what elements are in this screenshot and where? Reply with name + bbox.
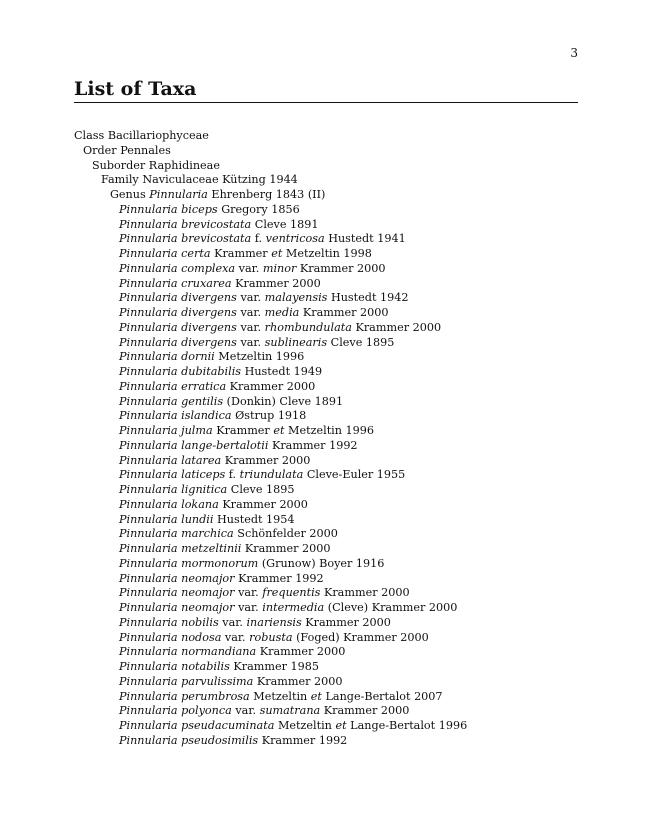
taxon-entry bbox=[74, 586, 578, 601]
taxon-entry bbox=[74, 572, 578, 587]
taxon-name-italic: Pinnularia divergens bbox=[119, 320, 237, 334]
taxon-text: Lange-Bertalot 1996 bbox=[346, 719, 468, 732]
taxon-text: var. bbox=[218, 615, 247, 629]
taxon-text: Krammer 2000 bbox=[351, 320, 442, 334]
taxon-text: Metzeltin 1998 bbox=[282, 247, 372, 260]
taxon-entry bbox=[74, 616, 578, 631]
taxon-name-italic: et bbox=[273, 424, 285, 437]
taxon-entry bbox=[74, 380, 578, 395]
taxon-text: Krammer 2000 bbox=[218, 497, 308, 511]
taxon-entry bbox=[74, 424, 578, 439]
taxon-entry bbox=[74, 631, 578, 646]
taxon-text: Metzeltin bbox=[249, 689, 311, 703]
taxon-text: Cleve 1891 bbox=[251, 217, 319, 231]
taxon-text: var. bbox=[236, 306, 265, 319]
taxon-entry bbox=[74, 129, 578, 144]
taxon-text: var. bbox=[231, 704, 260, 718]
taxon-name-italic: Pinnularia polyonca bbox=[119, 704, 232, 718]
taxon-text: var. bbox=[236, 320, 265, 334]
taxon-text: Metzeltin 1996 bbox=[214, 350, 305, 364]
taxon-entry bbox=[74, 557, 578, 572]
taxon-name-italic: Pinnularia mormonorum bbox=[119, 556, 259, 570]
taxon-name-italic: Pinnularia dornii bbox=[119, 350, 215, 364]
taxon-entry bbox=[74, 719, 578, 734]
taxon-text: f. bbox=[251, 232, 266, 246]
taxon-entry bbox=[74, 409, 578, 424]
taxon-text: Krammer bbox=[210, 247, 272, 260]
taxon-entry bbox=[74, 601, 578, 616]
taxon-text: Suborder Raphidineae bbox=[92, 158, 220, 172]
taxon-name-italic: Pinnularia normandiana bbox=[119, 645, 257, 659]
taxon-entry bbox=[74, 675, 578, 690]
taxon-text: Order Pennales bbox=[83, 143, 171, 157]
taxon-text: Krammer 1992 bbox=[258, 733, 348, 747]
taxon-text: Krammer 2000 bbox=[256, 645, 346, 659]
taxon-name-italic: sublinearis bbox=[264, 335, 328, 349]
taxon-entry bbox=[74, 513, 578, 528]
taxon-name-italic: Pinnularia islandica bbox=[119, 409, 232, 423]
taxon-text: Gregory 1856 bbox=[217, 202, 300, 216]
taxon-text: (Foged) Krammer 2000 bbox=[292, 630, 429, 644]
taxon-entry bbox=[74, 218, 578, 233]
taxon-entry bbox=[74, 690, 578, 705]
taxon-text: Ehrenberg 1843 (II) bbox=[207, 188, 326, 201]
taxon-text: (Cleve) Krammer 2000 bbox=[324, 601, 458, 614]
taxon-text: Krammer bbox=[212, 424, 274, 437]
taxon-name-italic: Pinnularia lundii bbox=[119, 512, 214, 526]
taxon-text: Krammer 2000 bbox=[301, 615, 391, 629]
taxon-entry bbox=[74, 365, 578, 380]
taxon-text: Hustedt 1949 bbox=[241, 365, 323, 378]
taxon-text: var. bbox=[234, 601, 263, 614]
taxon-name-italic: Pinnularia neomajor bbox=[119, 571, 235, 585]
taxon-name-italic: Pinnularia divergens bbox=[119, 291, 237, 305]
taxon-text: Krammer 1992 bbox=[268, 438, 358, 452]
taxon-text: var. bbox=[236, 335, 265, 349]
taxon-name-italic: Pinnularia certa bbox=[119, 247, 211, 260]
taxon-name-italic: Pinnularia erratica bbox=[119, 379, 227, 393]
taxon-name-italic: Pinnularia divergens bbox=[119, 306, 237, 319]
taxon-entry bbox=[74, 232, 578, 247]
taxon-name-italic: Pinnularia lange-bertalotii bbox=[119, 438, 269, 452]
taxon-entry bbox=[74, 395, 578, 410]
taxon-entry bbox=[74, 542, 578, 557]
taxon-entry bbox=[74, 498, 578, 513]
taxon-text: Hustedt 1942 bbox=[327, 291, 409, 305]
title-rule bbox=[74, 102, 578, 103]
taxon-name-italic: Pinnularia latarea bbox=[119, 453, 222, 467]
taxon-text: Krammer 2000 bbox=[231, 276, 321, 290]
taxon-name-italic: malayensis bbox=[264, 291, 328, 305]
taxon-entry bbox=[74, 527, 578, 542]
taxon-entry bbox=[74, 262, 578, 277]
taxon-entry bbox=[74, 336, 578, 351]
taxon-text: Cleve 1895 bbox=[227, 483, 295, 496]
taxon-name-italic: Pinnularia neomajor bbox=[119, 601, 235, 614]
taxon-entry bbox=[74, 321, 578, 336]
taxon-name-italic: Pinnularia neomajor bbox=[119, 586, 235, 600]
taxon-entry bbox=[74, 468, 578, 483]
taxon-text: Krammer 2000 bbox=[221, 453, 311, 467]
taxon-name-italic: robusta bbox=[249, 630, 293, 644]
taxon-name-italic: minor bbox=[262, 261, 297, 275]
taxon-name-italic: Pinnularia bbox=[149, 188, 208, 201]
taxon-text: Krammer 1992 bbox=[234, 571, 324, 585]
taxon-name-italic: Pinnularia metzeltinii bbox=[119, 542, 242, 555]
taxon-name-italic: Pinnularia complexa bbox=[119, 261, 236, 275]
taxon-name-italic: Pinnularia laticeps bbox=[119, 468, 226, 482]
taxon-name-italic: Pinnularia gentilis bbox=[119, 394, 224, 408]
taxon-entry bbox=[74, 306, 578, 321]
taxon-name-italic: frequentis bbox=[262, 586, 321, 600]
taxon-entry bbox=[74, 144, 578, 159]
taxon-entry bbox=[74, 188, 578, 203]
taxon-name-italic: et bbox=[335, 719, 347, 732]
taxon-text: Krammer 2000 bbox=[226, 379, 316, 393]
taxon-text: (Grunow) Boyer 1916 bbox=[258, 556, 385, 570]
taxon-name-italic: rhombundulata bbox=[264, 320, 352, 334]
taxon-name-italic: Pinnularia julma bbox=[119, 424, 213, 437]
taxon-entry bbox=[74, 277, 578, 292]
taxon-text: (Donkin) Cleve 1891 bbox=[223, 394, 344, 408]
taxon-entry bbox=[74, 439, 578, 454]
taxon-name-italic: Pinnularia nobilis bbox=[119, 615, 219, 629]
taxon-entry bbox=[74, 483, 578, 498]
taxon-text: var. bbox=[236, 291, 265, 305]
taxon-text: var. bbox=[221, 630, 250, 644]
page-number: 3 bbox=[570, 46, 578, 60]
taxon-text: Metzeltin 1996 bbox=[284, 424, 374, 437]
taxon-text: Krammer 2000 bbox=[299, 306, 389, 319]
taxon-name-italic: Pinnularia marchica bbox=[119, 527, 234, 541]
taxon-text: Genus bbox=[110, 188, 150, 201]
taxon-text: Hustedt 1941 bbox=[324, 232, 406, 246]
taxon-entry bbox=[74, 645, 578, 660]
taxon-entry bbox=[74, 734, 578, 749]
taxon-entry bbox=[74, 159, 578, 174]
taxon-entry bbox=[74, 704, 578, 719]
taxon-text: var. bbox=[234, 586, 263, 600]
taxon-text: Krammer 2000 bbox=[253, 674, 343, 688]
taxon-name-italic: Pinnularia lokana bbox=[119, 497, 219, 511]
taxon-name-italic: Pinnularia nodosa bbox=[119, 630, 222, 644]
taxon-name-italic: ventricosa bbox=[265, 232, 325, 246]
taxon-name-italic: Pinnularia brevicostata bbox=[119, 217, 252, 231]
taxon-name-italic: Pinnularia lignitica bbox=[119, 483, 228, 496]
taxon-text: Krammer 2000 bbox=[296, 261, 386, 275]
taxon-text: Krammer 2000 bbox=[320, 586, 410, 600]
taxon-text: Metzeltin bbox=[274, 719, 336, 732]
taxon-entry bbox=[74, 203, 578, 218]
taxon-name-italic: Pinnularia notabilis bbox=[119, 660, 230, 673]
page-title: List of Taxa bbox=[74, 78, 197, 100]
taxon-text: Krammer 1985 bbox=[229, 660, 320, 673]
taxon-name-italic: Pinnularia biceps bbox=[119, 202, 218, 216]
taxon-text: Hustedt 1954 bbox=[213, 512, 295, 526]
taxon-text: Krammer 2000 bbox=[241, 542, 331, 555]
taxon-name-italic: inariensis bbox=[246, 615, 302, 629]
taxon-text: Cleve 1895 bbox=[327, 335, 395, 349]
taxon-name-italic: Pinnularia parvulissima bbox=[119, 674, 254, 688]
taxon-text: Østrup 1918 bbox=[231, 409, 307, 423]
taxon-entry bbox=[74, 291, 578, 306]
taxon-name-italic: sumatrana bbox=[259, 704, 321, 718]
taxon-entry bbox=[74, 454, 578, 469]
taxon-entry bbox=[74, 350, 578, 365]
taxon-name-italic: intermedia bbox=[262, 601, 325, 614]
taxon-entry bbox=[74, 247, 578, 262]
taxon-name-italic: Pinnularia pseudosimilis bbox=[119, 733, 259, 747]
taxon-name-italic: triundulata bbox=[239, 468, 304, 482]
taxon-name-italic: media bbox=[264, 306, 300, 319]
taxa-list bbox=[74, 129, 578, 749]
taxon-name-italic: Pinnularia cruxarea bbox=[119, 276, 232, 290]
taxon-name-italic: et bbox=[310, 689, 322, 703]
taxon-name-italic: et bbox=[271, 247, 283, 260]
taxon-text: Family Naviculaceae Kützing 1944 bbox=[101, 173, 298, 187]
taxon-text: var. bbox=[235, 261, 263, 275]
taxon-text: Schönfelder 2000 bbox=[233, 527, 338, 541]
taxon-text: f. bbox=[225, 468, 240, 482]
taxon-text: Krammer 2000 bbox=[320, 704, 410, 718]
taxon-name-italic: Pinnularia pseudacuminata bbox=[119, 719, 275, 732]
taxon-text: Lange-Bertalot 2007 bbox=[321, 689, 443, 703]
taxon-name-italic: Pinnularia perumbrosa bbox=[119, 689, 250, 703]
taxon-entry bbox=[74, 173, 578, 188]
taxon-name-italic: Pinnularia brevicostata bbox=[119, 232, 252, 246]
taxon-entry bbox=[74, 660, 578, 675]
taxon-text: Cleve-Euler 1955 bbox=[303, 468, 406, 482]
taxon-name-italic: Pinnularia dubitabilis bbox=[119, 365, 242, 378]
taxon-name-italic: Pinnularia divergens bbox=[119, 335, 237, 349]
taxon-text: Class Bacillariophyceae bbox=[74, 129, 209, 142]
